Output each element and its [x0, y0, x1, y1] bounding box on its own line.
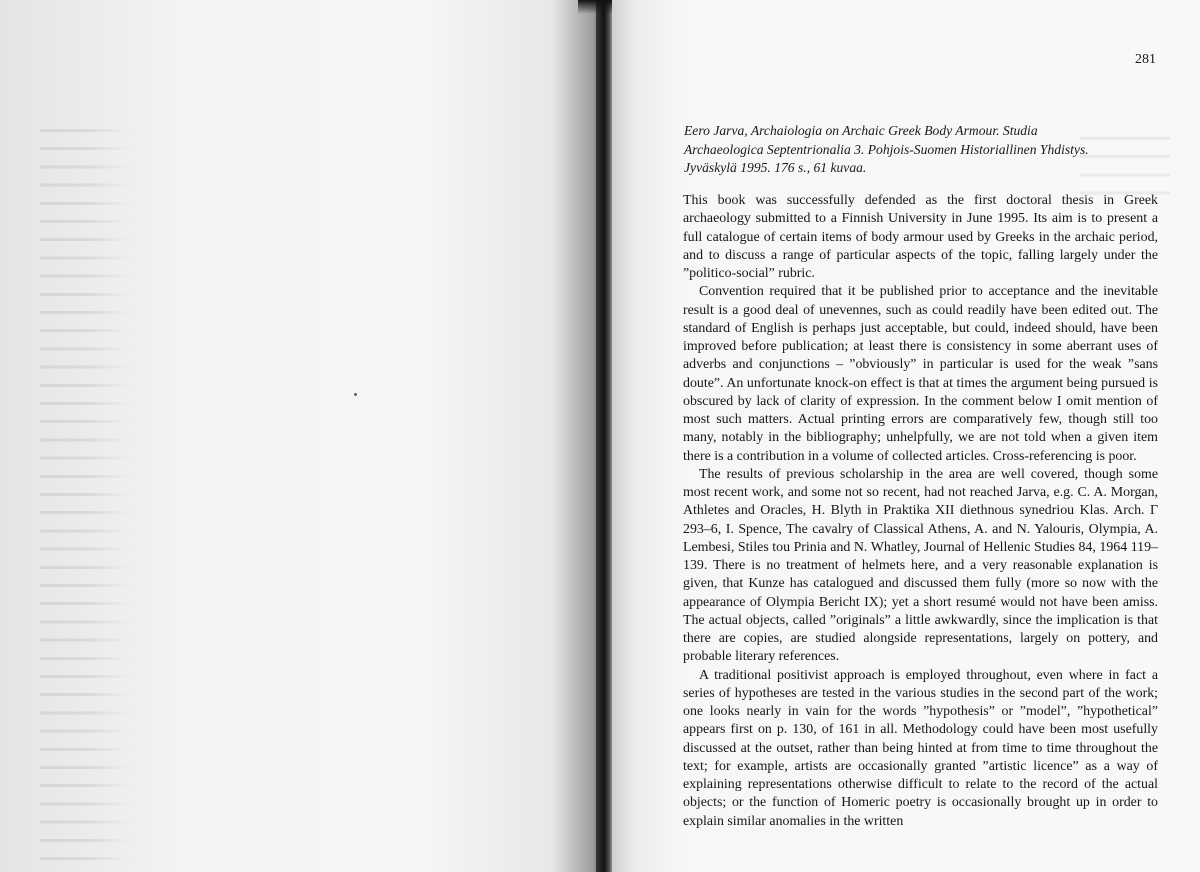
citation-line: Eero Jarva, Archaiologia on Archaic Greek Body Armour. Studia [684, 123, 1038, 138]
paragraph: This book was successfully defended as the first doctoral thesis in Greek archaeology submitted to a Finnish University in June 1995. Its aim is to present a full catalogue of certain items of body armour used by Greeks in the archaic period, and to discuss a range of particular aspects of the topic, falling largely under the ”politico-social” rubric. [683, 193, 1158, 281]
paragraph: The results of previous scholarship in the area are well covered, though some most recent work, and some not so recent, had not reached Jarva, e.g. C. A. Morgan, Athletes and Oracles, H. Blyth in Praktika XII diethnous synedriou Klas. Arch. Γ 293–6, I. Spence, The cavalry of Classical Athens, A. and N. Yalouris, Olympia, A. Lembesi, Stiles tou Prinia and N. Whatley, Journal of Hellenic Studies 84, 1964 119–139. There is no treatment of helmets here, and a very reasonable explanation is given, that Kunze has catalogued and discussed them fully (more so now with the appearance of Olympia Bericht IX); yet a short resumé would not have been amiss. The actual objects, called ”originals” a little awkwardly, since the implication is that there are copies, are studied alongside representations, largely on pottery, and probable literary references. [683, 466, 1158, 665]
paragraph: Convention required that it be published prior to acceptance and the inevitable result is a good deal of unevennes, such as could readily have been edited out. The standard of English is perhaps just acceptable, but could, indeed should, have been improved before publication; at least there is consistency in some aberrant uses of adverbs and conjunctions – ”obviously” in particular is used for the weak ”sans doute”. An unfortunate knock-on effect is that at times the argument being pursued is obscured by lack of clarity of expression. In the comment below I omit mention of most such matters. Actual printing errors are comparatively few, though still too many, notably in the bibliography; unhelpfully, we are not told when a given item there is a contribution in a volume of collected articles. Cross-referencing is poor. [683, 284, 1158, 464]
citation-line: Jyväskylä 1995. 176 s., 61 kuvaa. [684, 160, 867, 175]
review-body [683, 192, 1158, 831]
citation-line: Archaeologica Septentrionalia 3. Pohjois-Suomen Historiallinen Yhdistys. [684, 141, 1089, 157]
review-citation [684, 122, 1154, 178]
right-page [612, 0, 1200, 872]
paragraph: A traditional positivist approach is employed throughout, even where in fact a series of hypotheses are tested in the various studies in the second part of the work; one looks nearly in vain for the words ”hypothesis” or ”model”, ”hypothetical” appears first on p. 130, of 161 in all. Methodology could have been most usefully discussed at the outset, rather than being hinted at from time to time throughout the text; for example, artists are occasionally granted ”artistic licence” as a way of explaining representations otherwise difficult to relate to the record of the actual objects; or the function of Homeric poetry is occasionally brought up in order to explain similar anomalies in the written [683, 667, 1158, 829]
paper-speck [354, 393, 357, 396]
page-number: 281 [1135, 52, 1156, 67]
show-through-text [40, 120, 130, 860]
